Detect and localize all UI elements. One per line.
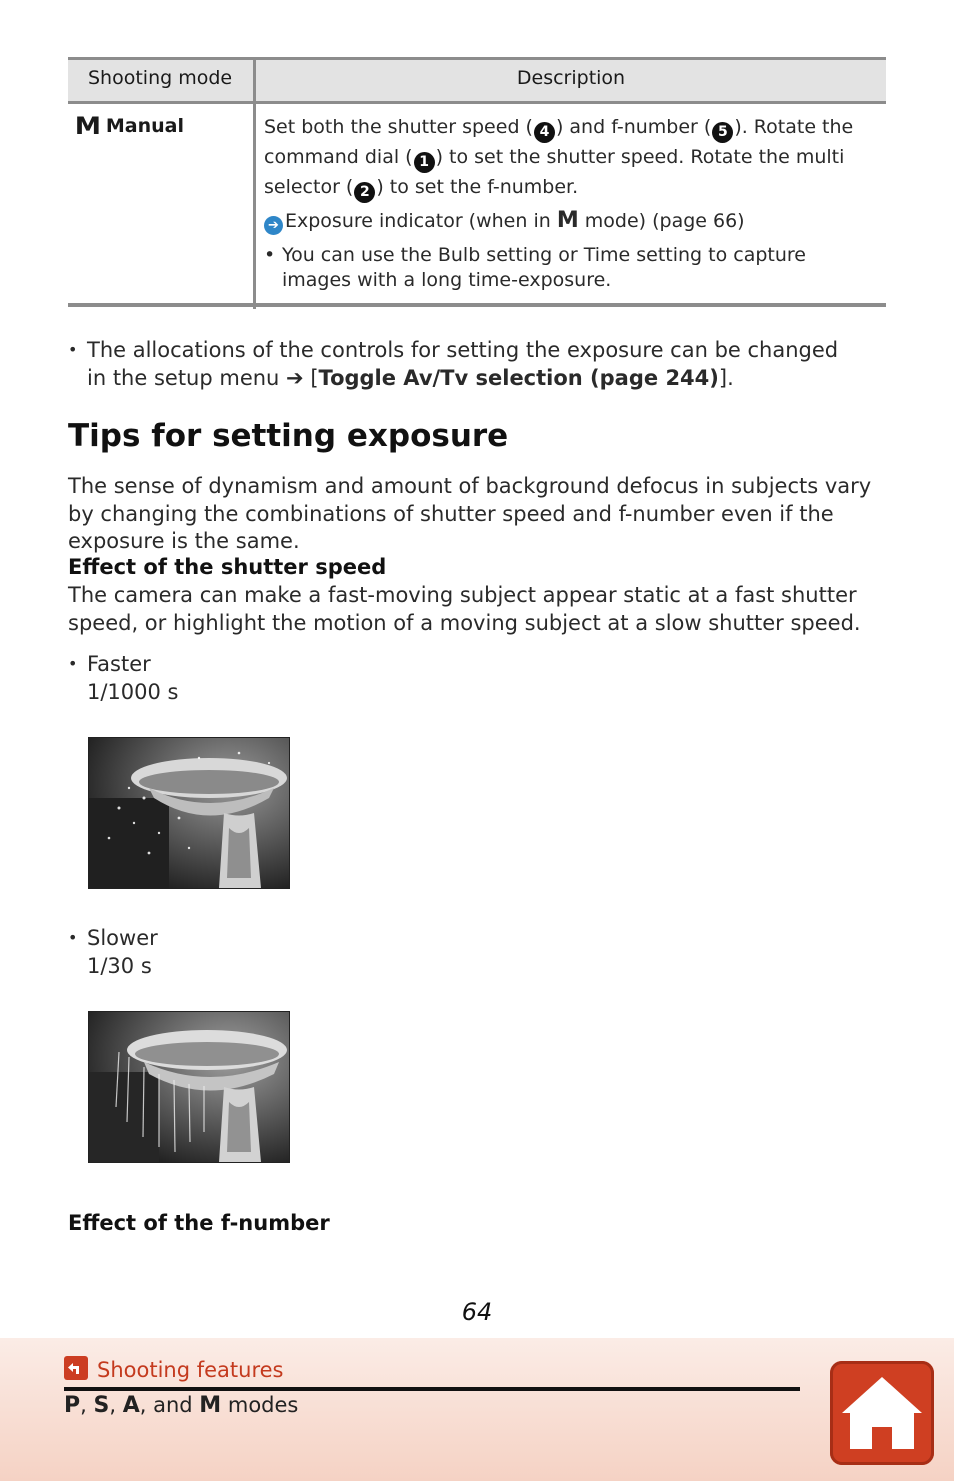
slower-item [68,924,158,980]
a-mode-icon: A [122,1393,140,1418]
s-mode-icon: S [93,1393,110,1418]
shutter-speed-paragraph: The camera can make a fast-moving subject appear static at a fast shutter speed, or highlight the motion of a moving subject at a slow shutter speed. [68,583,861,635]
table-rule [68,101,886,104]
separator: , [80,1393,94,1417]
separator: , [109,1393,123,1417]
back-arrow-icon [64,1356,88,1380]
note-text: You can use the Bulb setting or Time setting to capture images with a long time-exposure. [282,244,806,291]
faster-value: 1/1000 s [87,680,179,704]
number-5-icon: 5 [712,122,733,143]
note-text: ]. [718,366,734,390]
description-text: ) to set the shutter speed. Rotate the multi selector ( [264,146,845,198]
mode-table [68,57,886,309]
modes-breadcrumb[interactable] [64,1393,298,1418]
p-mode-icon: P [64,1393,81,1418]
description-text: Set both the shutter speed ( [264,116,533,138]
slower-value: 1/30 s [87,954,152,978]
note-text: [ [303,366,319,390]
faster-item [68,650,179,706]
footer-rule [64,1387,800,1391]
number-1-icon: 1 [414,152,435,173]
faster-label: Faster [87,652,151,676]
bullet-icon: • [68,340,78,359]
section-title: Tips for setting exposure [68,418,509,454]
m-mode-icon: M [199,1393,222,1418]
home-button[interactable] [830,1361,934,1465]
fountain-image [89,1012,289,1162]
mode-cell [76,114,184,138]
note-text: The allocations of the controls for setting the exposure can be changed in the setup menu [87,338,839,390]
page-number: 64 [461,1298,493,1326]
slower-label: Slower [87,926,158,950]
bullet-icon: • [68,928,78,947]
description-text: ) and f-number ( [555,116,712,138]
description-text: ). Rotate the command dial ( [264,116,854,168]
intro-paragraph: The sense of dynamism and amount of background defocus in subjects vary by changing the combinations of shutter speed and f-number even if the exposure is the same. [68,474,872,553]
column-header-description: Description [516,67,626,89]
toggle-av-tv-link[interactable]: Toggle Av/Tv selection (page 244) [318,366,719,390]
table-note [264,243,864,293]
reference-arrow-icon: ➔ [264,216,283,235]
number-4-icon: 4 [534,122,555,143]
separator: , and [139,1393,200,1417]
bullet-icon: • [264,244,276,266]
number-2-icon: 2 [354,182,375,203]
fountain-photo-slow [88,1011,290,1163]
table-rule [68,303,886,307]
subheading-f-number: Effect of the f-number [68,1211,330,1235]
right-arrow-icon: ➔ [286,366,304,390]
manual-mode-icon: M [556,208,579,233]
column-header-mode: Shooting mode [88,67,233,89]
reference-text: mode) (page 66) [578,210,745,232]
settings-note [68,336,858,392]
description-text: ) to set the f-number. [376,176,579,198]
mode-label: Manual [105,115,185,137]
bullet-icon: • [68,654,78,673]
modes-label: modes [221,1393,299,1417]
home-icon [830,1361,934,1465]
manual-mode-icon: M [74,112,102,140]
back-arrow-icon[interactable] [64,1356,88,1380]
fountain-photo-fast [88,737,290,889]
description-cell [264,113,864,235]
fountain-image [89,738,289,888]
table-column-divider [253,57,256,309]
shooting-features-link[interactable]: Shooting features [97,1358,284,1382]
subheading-shutter-speed: Effect of the shutter speed [68,555,387,579]
cross-reference-link[interactable] [264,207,864,235]
reference-text: Exposure indicator (when in [285,210,557,232]
